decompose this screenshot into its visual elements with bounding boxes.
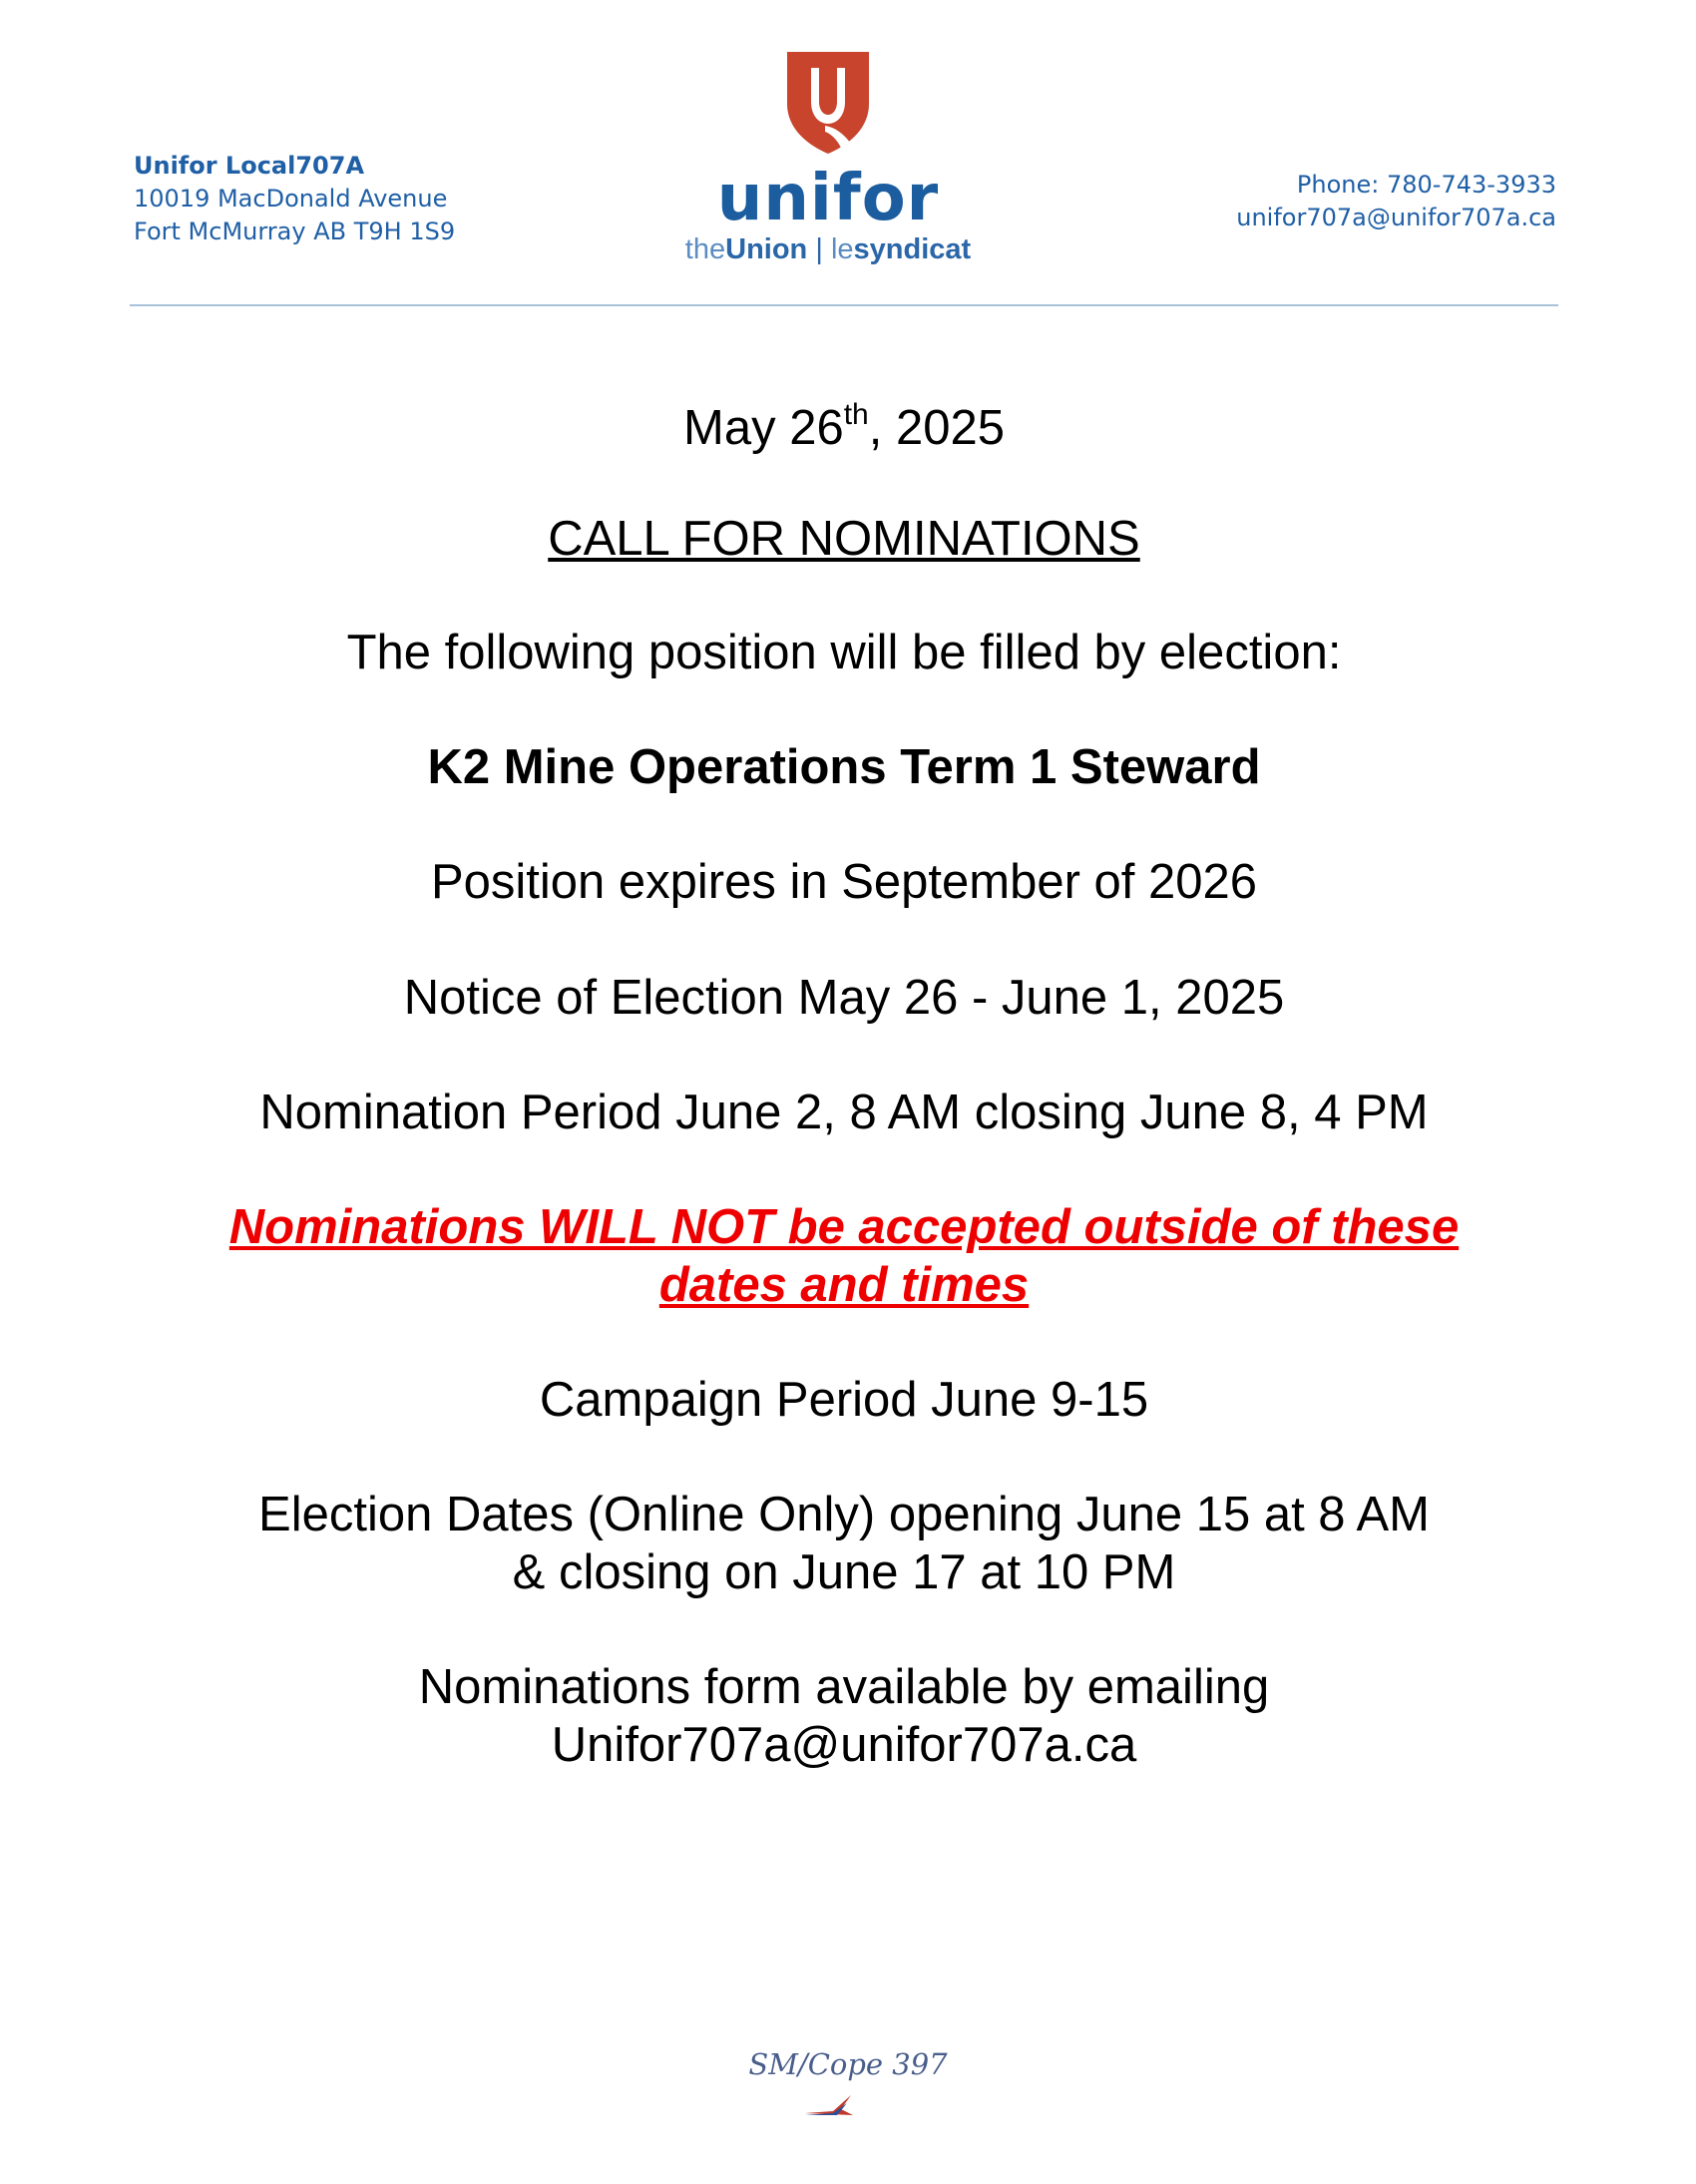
- election-line-2: & closing on June 17 at 10 PM: [512, 1545, 1176, 1599]
- notice-body: [130, 399, 1558, 1774]
- warning-line-2: dates and times: [658, 1258, 1030, 1312]
- logo-tagline: [678, 233, 978, 266]
- date-main: May 26: [683, 401, 844, 455]
- form-email-link[interactable]: Unifor707a@unifor707a.ca: [551, 1718, 1137, 1772]
- union-bug-icon: [803, 2093, 855, 2119]
- phone-number: Phone: 780-743-3933: [1296, 171, 1556, 199]
- tagline-le: le: [830, 233, 854, 265]
- nomination-period: Nomination Period June 2, 8 AM closing June 8, 4 PM: [259, 1086, 1429, 1139]
- notice-of-election: Notice of Election May 26 - June 1, 2025: [403, 971, 1285, 1025]
- form-line-1: Nominations form available by emailing: [418, 1660, 1270, 1714]
- header-divider: [130, 304, 1558, 306]
- nomination-warning: [130, 1198, 1558, 1314]
- unifor-shield-icon: [781, 48, 875, 156]
- position-title: K2 Mine Operations Term 1 Steward: [427, 740, 1261, 794]
- unifor-logo: [678, 48, 978, 272]
- warning-line-1: Nominations WILL NOT be accepted outside of these: [228, 1200, 1460, 1254]
- tagline-syndicat: syndicat: [853, 233, 972, 265]
- date-ordinal: th: [843, 398, 869, 431]
- org-address-block: [134, 150, 455, 248]
- address-line-2: Fort McMurray AB T9H 1S9: [134, 218, 456, 245]
- tagline-the: the: [684, 233, 726, 265]
- election-line-1: Election Dates (Online Only) opening June 15 at 8 AM: [258, 1488, 1430, 1541]
- tagline-separator: |: [807, 233, 831, 265]
- notice-date: [130, 399, 1558, 457]
- address-line-1: 10019 MacDonald Avenue: [134, 185, 448, 213]
- notice-heading: CALL FOR NOMINATIONS: [548, 512, 1140, 566]
- org-name: Unifor Local707A: [134, 152, 365, 180]
- contact-block: [1236, 169, 1556, 234]
- union-label-code: SM/Cope 397: [748, 2047, 948, 2081]
- contact-email[interactable]: unifor707a@unifor707a.ca: [1236, 204, 1556, 231]
- position-expiry: Position expires in September of 2026: [430, 855, 1258, 909]
- notice-intro: The following position will be filled by election:: [346, 626, 1342, 679]
- tagline-union: Union: [725, 233, 808, 265]
- logo-wordmark: unifor: [716, 162, 940, 235]
- campaign-period: Campaign Period June 9-15: [539, 1373, 1149, 1427]
- date-year: , 2025: [868, 401, 1005, 455]
- election-dates: [130, 1486, 1558, 1601]
- nomination-form-info: [130, 1658, 1558, 1774]
